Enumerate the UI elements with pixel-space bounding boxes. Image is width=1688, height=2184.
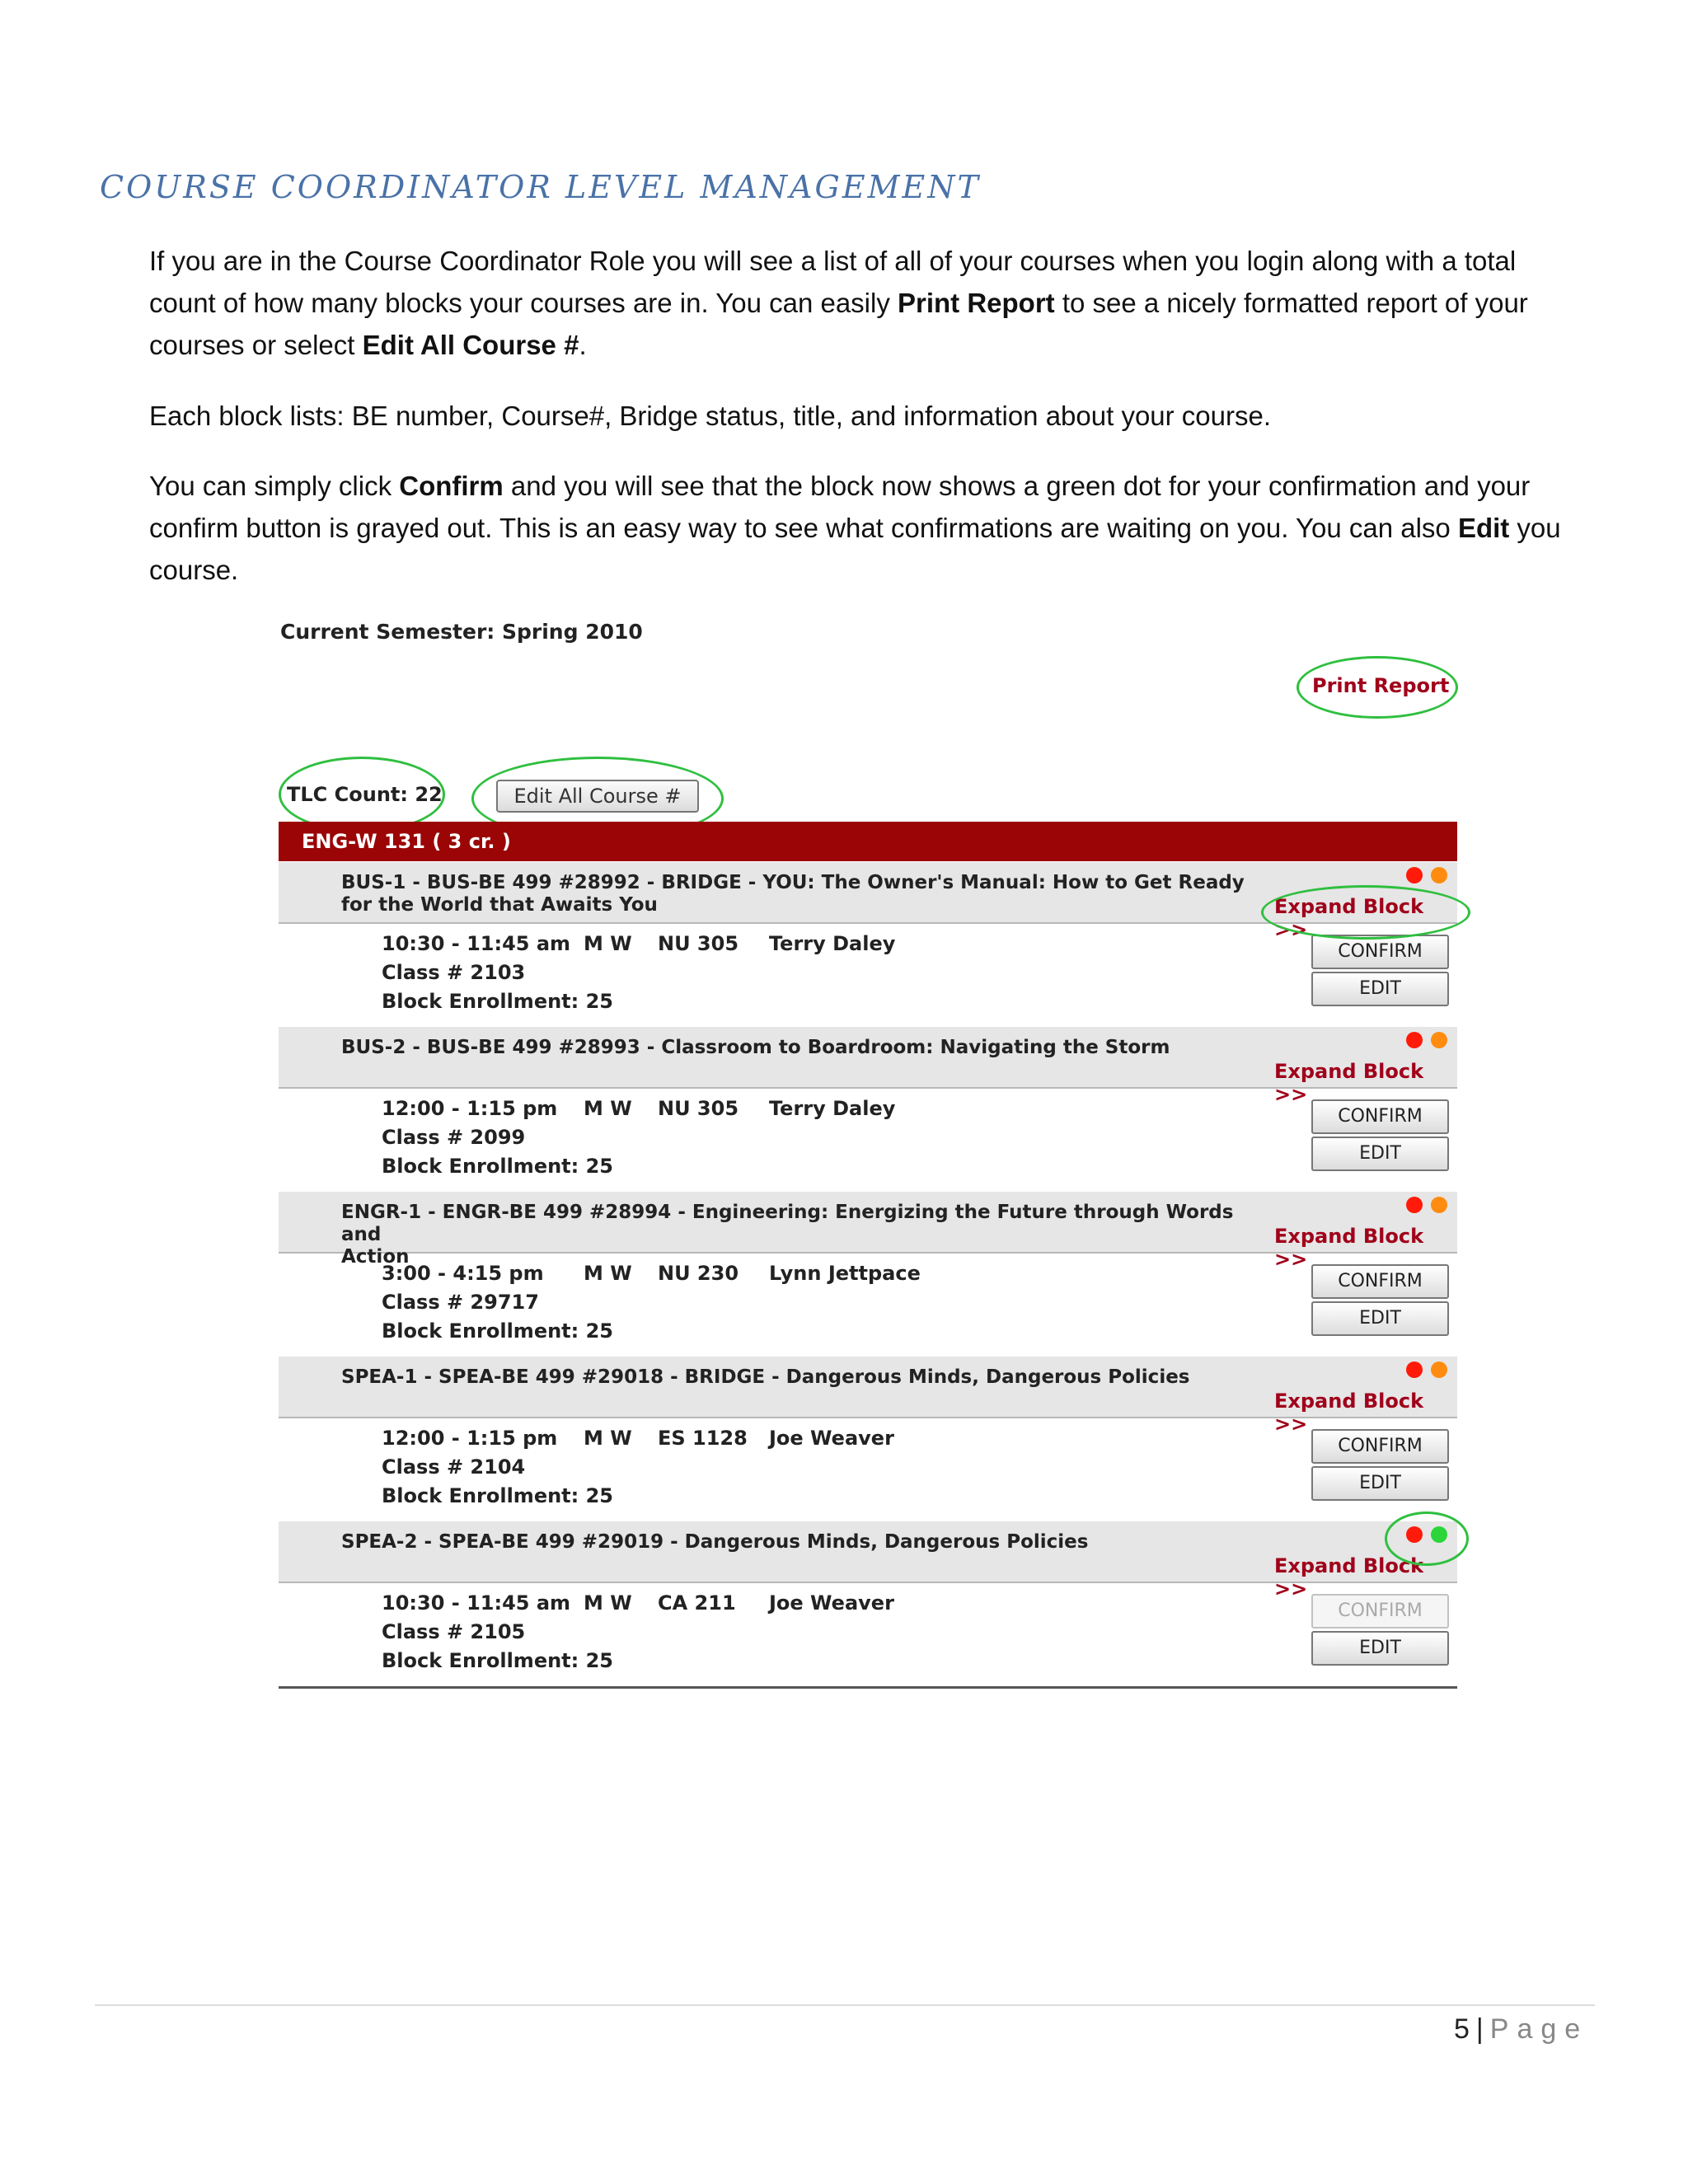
block-schedule: 10:30 - 11:45 am M W NU 305 Terry Daley: [382, 932, 896, 955]
footer-divider: [95, 2004, 1595, 2006]
class-number: Class # 2099: [382, 1126, 526, 1149]
block-header: [279, 1192, 1457, 1271]
page-number: 5 | Page: [1454, 2013, 1589, 2045]
status-dot-red: [1406, 867, 1423, 883]
confirm-button[interactable]: CONFIRM: [1311, 935, 1449, 969]
tlc-count: TLC Count: 22: [287, 783, 443, 806]
expand-block-link[interactable]: Expand Block >>: [1274, 1554, 1424, 1601]
block-title: ENGR-1 - ENGR-BE 499 #28994 - Engineering: Energizing the Future through Words and Action: [341, 1202, 1234, 1268]
class-number: Class # 2103: [382, 961, 526, 984]
intro-paragraph-3: You can simply click Confirm and you will see that the block now shows a green dot for your confirmation and your confirm button is grayed out. This is an easy way to see what confirmations are waiting on you. You can also Edit you course.: [149, 471, 1561, 585]
block-title: BUS-2 - BUS-BE 499 #28993 - Classroom to Boardroom: Navigating the Storm: [341, 1037, 1170, 1058]
status-dot-red: [1406, 1197, 1423, 1213]
edit-button[interactable]: EDIT: [1311, 1137, 1449, 1171]
edit-button[interactable]: EDIT: [1311, 1301, 1449, 1336]
course-header: ENG-W 131 ( 3 cr. ): [279, 822, 1457, 861]
class-number: Class # 2105: [382, 1620, 526, 1643]
status-dot-orange: [1431, 1361, 1447, 1378]
print-report-link[interactable]: Print Report: [1312, 674, 1450, 697]
expand-block-link[interactable]: Expand Block >>: [1274, 895, 1424, 941]
status-dot-red: [1406, 1361, 1423, 1378]
course-block: [279, 1521, 1457, 1689]
block-enrollment: Block Enrollment: 25: [382, 1484, 614, 1507]
expand-block-link[interactable]: Expand Block >>: [1274, 1060, 1424, 1106]
block-enrollment: Block Enrollment: 25: [382, 1649, 614, 1672]
block-info: [382, 1259, 921, 1346]
block-enrollment: Block Enrollment: 25: [382, 1319, 614, 1343]
status-dot-orange: [1431, 867, 1447, 883]
block-schedule: 3:00 - 4:15 pm M W NU 230 Lynn Jettpace: [382, 1262, 921, 1285]
confirm-button[interactable]: CONFIRM: [1311, 1264, 1449, 1299]
block-header: [279, 862, 1457, 941]
course-block: [279, 1027, 1457, 1194]
course-block: [279, 862, 1457, 1029]
edit-emphasis: Edit: [1457, 513, 1510, 543]
block-info: [382, 1589, 894, 1675]
block-schedule: 12:00 - 1:15 pm M W NU 305 Terry Daley: [382, 1097, 896, 1120]
confirm-button[interactable]: CONFIRM: [1311, 1429, 1449, 1464]
block-info: [382, 930, 895, 1016]
block-title: SPEA-1 - SPEA-BE 499 #29018 - BRIDGE - Dangerous Minds, Dangerous Policies: [341, 1366, 1190, 1388]
block-info: [382, 1094, 895, 1181]
confirm-emphasis: Confirm: [399, 471, 504, 501]
edit-all-emphasis: Edit All Course #: [362, 330, 579, 360]
course-block: [279, 1357, 1457, 1524]
coordinator-screenshot: [279, 612, 1457, 1699]
block-header: [279, 1027, 1457, 1106]
confirm-button[interactable]: CONFIRM: [1311, 1099, 1449, 1134]
intro-paragraph-1: If you are in the Course Coordinator Role you will see a list of all of your courses when you login along with a total count of how many blocks your courses are in. You can easily Print Report to see a nicely formatted report of your courses or select Edit All Course #.: [149, 246, 1528, 360]
expand-block-link[interactable]: Expand Block >>: [1274, 1390, 1424, 1436]
section-heading: COURSE COORDINATOR LEVEL MANAGEMENT: [100, 169, 981, 205]
block-title: BUS-1 - BUS-BE 499 #28992 - BRIDGE - YOU: The Owner's Manual: How to Get Ready for the World that Awaits You: [341, 872, 1245, 916]
current-semester: Current Semester: Spring 2010: [280, 620, 643, 644]
block-title: SPEA-2 - SPEA-BE 499 #29019 - Dangerous Minds, Dangerous Policies: [341, 1531, 1089, 1553]
block-enrollment: Block Enrollment: 25: [382, 1155, 614, 1178]
block-info: [382, 1424, 894, 1511]
block-schedule: 12:00 - 1:15 pm M W ES 1128 Joe Weaver: [382, 1427, 894, 1450]
confirm-button[interactable]: CONFIRM: [1311, 1594, 1449, 1629]
edit-button[interactable]: EDIT: [1311, 972, 1449, 1006]
status-dot-green: [1431, 1526, 1447, 1543]
edit-button[interactable]: EDIT: [1311, 1466, 1449, 1501]
course-block: [279, 1192, 1457, 1359]
intro-paragraph-2: Each block lists: BE number, Course#, Bridge status, title, and information about your course.: [149, 401, 1272, 431]
print-report-emphasis: Print Report: [898, 288, 1055, 318]
status-dot-orange: [1431, 1032, 1447, 1048]
block-header: [279, 1357, 1457, 1436]
status-dot-orange: [1431, 1197, 1447, 1213]
expand-block-link[interactable]: Expand Block >>: [1274, 1225, 1424, 1271]
block-header: [279, 1521, 1457, 1601]
edit-button[interactable]: EDIT: [1311, 1631, 1449, 1666]
class-number: Class # 29717: [382, 1291, 539, 1314]
status-dot-red: [1406, 1032, 1423, 1048]
edit-all-course-button[interactable]: Edit All Course #: [496, 780, 699, 813]
block-schedule: 10:30 - 11:45 am M W CA 211 Joe Weaver: [382, 1591, 894, 1615]
class-number: Class # 2104: [382, 1455, 526, 1479]
block-enrollment: Block Enrollment: 25: [382, 990, 614, 1013]
status-dot-red: [1406, 1526, 1423, 1543]
